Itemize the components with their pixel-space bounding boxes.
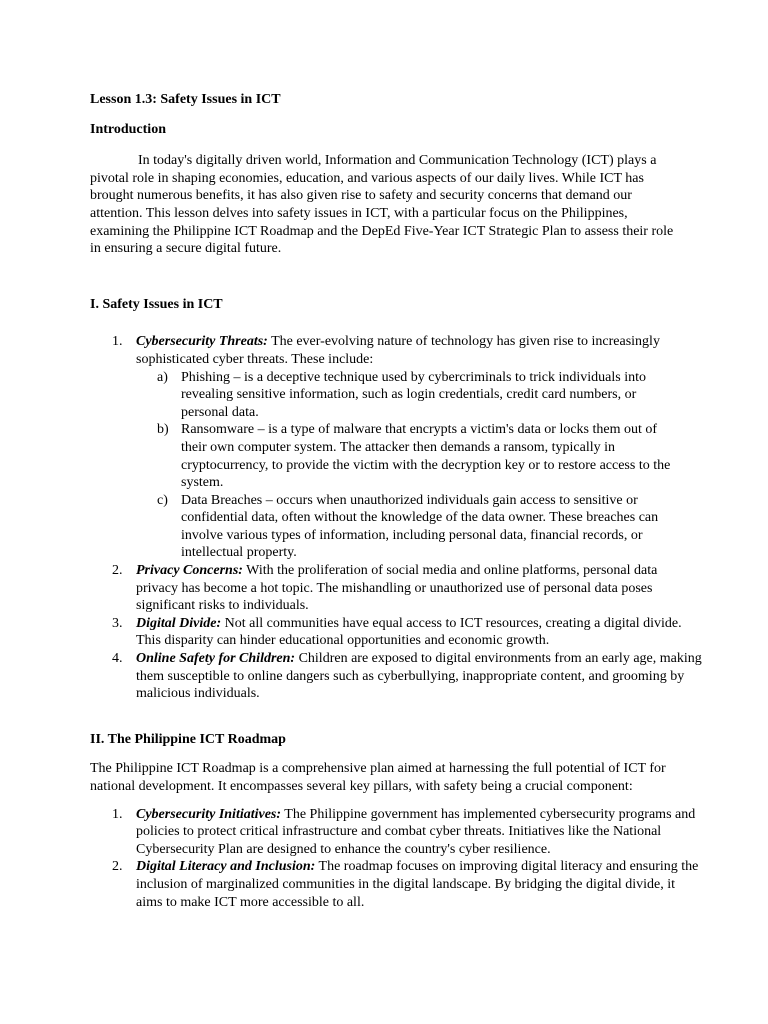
list-item xyxy=(112,806,702,859)
list-number: 3. xyxy=(112,615,123,631)
list-number: 1. xyxy=(112,334,123,350)
section2-intro: The Philippine ICT Roadmap is a comprehensive plan aimed at harnessing the full potential of ICT for national development. It encompasses several key pillars, with safety being a crucial component: xyxy=(90,761,666,794)
threats-sublist xyxy=(157,369,702,563)
intro-heading: Introduction xyxy=(90,121,166,137)
list-text: The roadmap focuses on improving digital literacy and ensuring the inclusion of marginalized communities in the digital landscape. By bridging the digital divide, it aims to make ICT more accessible to all. xyxy=(136,859,699,910)
list-item xyxy=(112,333,702,562)
section1-heading: I. Safety Issues in ICT xyxy=(90,296,223,312)
intro-paragraph: In today's digitally driven world, Information and Communication Technology (ICT) plays a pivotal role in shaping economies, education, and various aspects of our daily lives. While ICT has brought numerous benefits, it has also given rise to safety and security concerns that demand our attention. This lesson delves into safety issues in ICT, with a particular focus on the Philippines, examining the Philippine ICT Roadmap and the DepEd Five-Year ICT Strategic Plan to assess their role in ensuring a secure digital future. xyxy=(90,153,674,257)
list-term: Online Safety for Children: xyxy=(136,651,296,667)
page-title: Lesson 1.3: Safety Issues in ICT xyxy=(90,92,281,107)
list-number: 1. xyxy=(112,806,123,822)
sub-list-text: Ransomware – is a type of malware that encrypts a victim's data or locks them out of their own computer system. The attacker then demands a ransom, typically in cryptocurrency, to provide the victim with the decryption key or to restore access to the system. xyxy=(181,422,671,491)
sub-list-item xyxy=(157,421,671,491)
list-term: Cybersecurity Threats: xyxy=(136,334,268,350)
list-number: 2. xyxy=(112,563,123,579)
sub-list-text: Data Breaches – occurs when unauthorized individuals gain access to sensitive or confidential data, often without the knowledge of the data owner. These breaches can involve various types of information, including personal data, financial records, or intellectual property. xyxy=(181,492,659,561)
list-text: Not all communities have equal access to ICT resources, creating a digital divide. This disparity can hinder educational opportunities and economic growth. xyxy=(136,615,682,649)
list-number: 2. xyxy=(112,859,123,875)
list-term: Digital Literacy and Inclusion: xyxy=(136,859,316,875)
section2-heading: II. The Philippine ICT Roadmap xyxy=(90,731,286,747)
list-term: Digital Divide: xyxy=(136,615,222,631)
sub-list-letter: c) xyxy=(157,492,168,508)
list-text: With the proliferation of social media and online platforms, personal data privacy has become a hot topic. The mishandling or unauthorized use of personal data poses significant risks to individuals. xyxy=(136,563,658,614)
sub-list-text: Phishing – is a deceptive technique used by cybercriminals to trick individuals into revealing sensitive information, such as login credentials, credit card numbers, or personal data. xyxy=(181,369,647,420)
list-text: The Philippine government has implemented cybersecurity programs and policies to protect critical infrastructure and combat cyber threats. Initiatives like the National Cybersecurity Plan are designed to enhance the country's cyber resilience. xyxy=(136,806,696,857)
list-text: Children are exposed to digital environments from an early age, making them susceptible to online dangers such as cyberbullying, inappropriate content, and grooming by malicious individuals. xyxy=(136,651,702,702)
safety-issues-list xyxy=(112,333,702,702)
list-term: Privacy Concerns: xyxy=(136,563,243,579)
sub-list-item xyxy=(157,492,671,562)
list-item xyxy=(112,858,702,911)
list-item xyxy=(112,615,702,650)
sub-list-letter: b) xyxy=(157,422,169,438)
list-item xyxy=(112,650,702,703)
list-term: Cybersecurity Initiatives: xyxy=(136,806,282,822)
list-item xyxy=(112,562,702,615)
roadmap-list xyxy=(112,806,699,912)
list-number: 4. xyxy=(112,651,123,667)
document-page xyxy=(90,91,702,911)
list-text: The ever-evolving nature of technology has given rise to increasingly sophisticated cyber threats. These include: xyxy=(136,334,660,367)
sub-list-item xyxy=(157,369,671,422)
sub-list-letter: a) xyxy=(157,369,168,385)
